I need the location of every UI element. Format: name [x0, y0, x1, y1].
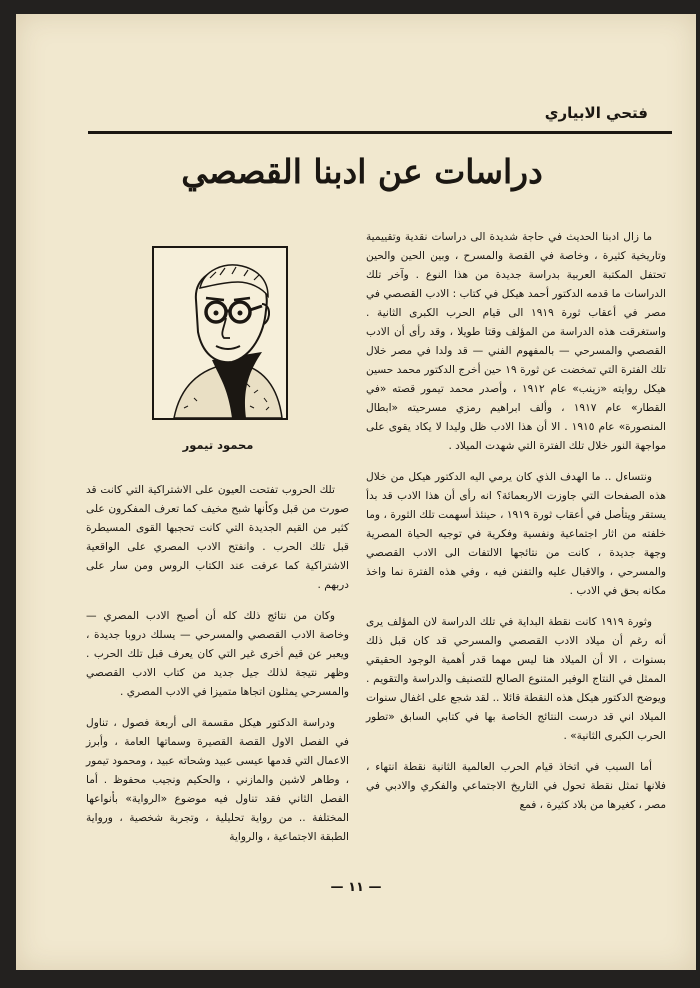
- paragraph: أما السبب في اتخاذ قيام الحرب العالمية الثانية نقطة انتهاء ، فلانها تمثل نقطة تحول في التاريخ الاجتماعي والفكري والادبي في مصر ، كغيرها من بلاد كثيرة ، فمع: [366, 761, 666, 811]
- portrait-caption: محمود تيمور: [182, 438, 254, 452]
- page-number: — ١١ —: [330, 880, 382, 895]
- paragraph: ودراسة الدكتور هيكل مقسمة الى أربعة فصول ، تناول في الفصل الاول القصة القصيرة وسماتها العامة ، وأبرز الاعمال التي قدمها عيسى عبيد وشحاته عبيد ، ومحمود تيمور ، وطاهر لاشين والمازني ، والحكيم ونجيب محفوظ . أما الفصل الثاني فقد تناول فيه موضوع «الرواية» بأنواعها المختلفة .. من رواية تحليلية ، وتجربة شخصية ، ورواية الطبقة الاجتماعية ، والرواية: [86, 717, 349, 843]
- portrait-drawing: [154, 248, 286, 418]
- author-name: فتحي الابياري: [544, 104, 648, 122]
- magazine-page: [16, 14, 696, 970]
- paragraph: وكان من نتائج ذلك كله أن أصبح الادب المصري — وخاصة الادب القصصي والمسرحي — يسلك دروبا جديدة ، ويعبر عن قيم أخرى غير التي كان يعرف قبل تلك الحرب . وظهر نتيجة لذلك جيل جديد من كتاب الادب القصصي والمسرحي يمثلون اتجاها متميزا في الادب المصري .: [86, 610, 349, 698]
- paragraph: ما زال ادبنا الحديث في حاجة شديدة الى دراسات نقدية وتقييمية وتاريخية كثيرة ، وخاصة في القصة والمسرح ، وبين الحين والحين تحتفل المكتبة العربية بدراسة جديدة من هذا النوع . وآخر تلك الدراسات ما قدمه الدكتور أحمد هيكل في كتاب : الادب القصصي في مصر في أعقاب ثورة ١٩١٩ الى قيام الحرب الكبرى الثانية . واستغرقت هذه الدراسة من المؤلف وقتا طويلا ، وقد رأى أن الادب القصصي والمسرحي — بالمفهوم الفني — قد ولدا في مصر خلال تلك الفترة التي تمخضت عن ثورة ١٩ حين أخرج الدكتور محمد حسين هيكل روايته «زينب» عام ١٩١٢ ، وأصدر محمد تيمور قصته «في القطار» عام ١٩١٧ ، وألف ابراهيم رمزي مسرحيته «ابطال المنصورة» عام ١٩١٥ . الا أن هذا الادب ظل وليدا لا يكاد يقوى على مواجهة النور خلال تلك الفترة التي شهدت الميلاد .: [366, 231, 667, 452]
- right-column: [366, 228, 666, 827]
- portrait-illustration: [152, 246, 288, 420]
- paragraph: وثورة ١٩١٩ كانت نقطة البداية في تلك الدراسة لان المؤلف يرى أنه رغم أن ميلاد الادب القصصي والمسرحي قد كان قبل ذلك بسنوات ، الا أن الميلاد هنا ليس مهما قدر أهمية الوجود الحقيقي الممثل في النتاج الوفير المتنوع الصالح للتصنيف والدراسة والتقويم . ويوضح الدكتور هيكل هذه النقطة قائلا .. لقد شجع على اغفال سنوات الميلاد اني قد درست النتائج الخاصة بها في كتابي السابق «تطور الحرب الكبرى الثانية» .: [366, 616, 666, 742]
- header-rule: [88, 131, 672, 134]
- left-column: [86, 481, 349, 859]
- article-title: دراسات عن ادبنا القصصي: [181, 152, 543, 191]
- paragraph: تلك الحروب تفتحت العيون على الاشتراكية التي كانت قد صورت من قبل وكأنها شبح مخيف كما تعرف المفكرون على كثير من القيم الجديدة التي كانت تحجبها القوى المسيطرة قبل تلك الحرب . وانفتح الادب المصري على الواقعية الاشتراكية كما عرفت عند الكتاب الروس ومن سار على دربهم .: [86, 484, 349, 591]
- paragraph: ونتساءل .. ما الهدف الذي كان يرمي اليه الدكتور هيكل من خلال هذه الصفحات التي جاوزت الاربعمائة؟ انه رأى أن هذا الادب قد بدأ يستقر ويتأصل في أعقاب ثورة ١٩١٩ ، حينئذ أسهمت تلك الثورة ، وما خلفته من اثار اجتماعية ونفسية وفكرية في توجيه الحياة المصرية وجهة جديدة ، كانت من نتائجها الالتفات الى الادب القصصي والمسرحي ، والاقبال عليه والتفنن فيه ، وفي هذه الفترة نما واخذ مكانه بحق في الادب .: [366, 471, 667, 597]
